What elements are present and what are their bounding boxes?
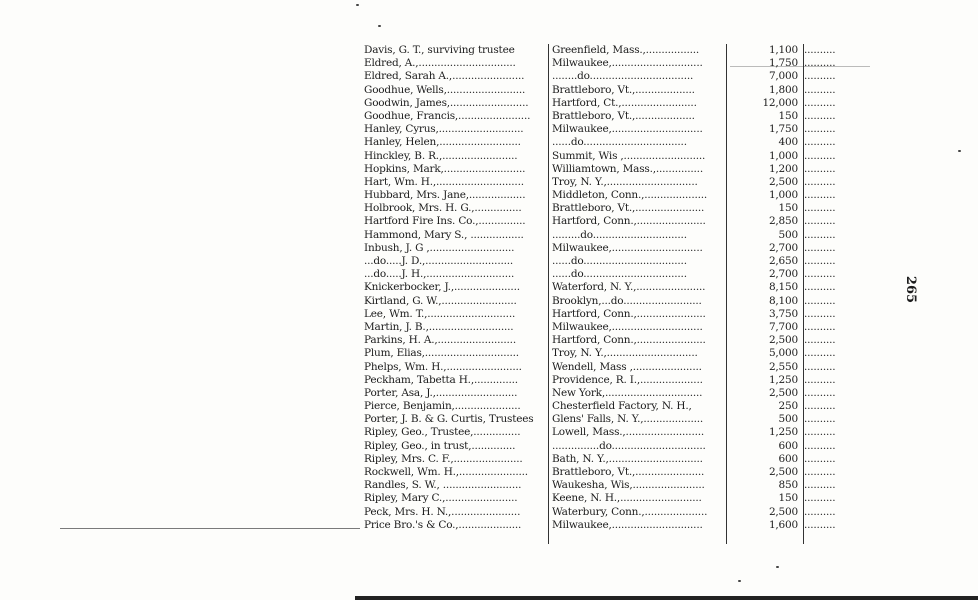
entry-place: ......do................................. xyxy=(552,136,687,149)
entry-amount: 1,000 xyxy=(768,189,798,202)
entry-amount: 150 xyxy=(778,492,798,505)
entry-amount: 1,250 xyxy=(768,373,798,386)
entry-amount: 5,000 xyxy=(768,347,798,360)
scan-artifact-line xyxy=(60,528,360,529)
entry-amount: 1,800 xyxy=(768,83,798,96)
entry-amount: 500 xyxy=(778,228,798,241)
dot-leader: .......... xyxy=(804,109,836,122)
dot-leader: .......... xyxy=(804,83,836,96)
entry-place: Hartford, Conn.,...................... xyxy=(552,334,706,347)
entry-place: Milwaukee,............................. xyxy=(552,518,703,531)
dot-leader: .......... xyxy=(804,334,836,347)
entry-amount: 2,500 xyxy=(768,334,798,347)
entry-place: Lowell, Mass.,......................... xyxy=(552,426,704,439)
ledger-row xyxy=(364,110,876,123)
ledger-row xyxy=(364,295,876,308)
ledger-row xyxy=(364,84,876,97)
ledger-row xyxy=(364,334,876,347)
dot-leader: .......... xyxy=(804,96,836,109)
dot-leader: .......... xyxy=(804,426,836,439)
entry-place: Hartford, Ct.,........................ xyxy=(552,96,697,109)
entry-place: Brattleboro, Vt.,................... xyxy=(552,109,695,122)
dot-leader: .......... xyxy=(804,123,836,136)
entry-place: .........do.............................. xyxy=(552,228,687,241)
entry-place: Milwaukee,............................. xyxy=(552,57,703,70)
entry-name: Hartford Fire Ins. Co.,............... xyxy=(364,215,526,228)
ink-speck xyxy=(958,150,961,152)
entry-name: Parkins, H. A.,......................... xyxy=(364,334,516,347)
entry-amount: 1,750 xyxy=(768,57,798,70)
entry-name: Porter, Asa, J.,.......................... xyxy=(364,386,518,399)
entry-amount: 2,500 xyxy=(768,386,798,399)
entry-name: Hopkins, Mark,.......................... xyxy=(364,162,526,175)
ledger-row xyxy=(364,466,876,479)
entry-amount: 8,100 xyxy=(768,294,798,307)
entry-amount: 1,100 xyxy=(768,44,798,56)
entry-name: Hammond, Mary S., ................. xyxy=(364,228,524,241)
ledger-row xyxy=(364,492,876,505)
ledger-row xyxy=(364,413,876,426)
ledger-row xyxy=(364,519,876,532)
entry-name: ...do.....J. D.,............................ xyxy=(364,255,514,267)
ledger-row xyxy=(364,57,876,70)
entry-place: Troy, N. Y.,............................. xyxy=(552,175,698,188)
ledger-row xyxy=(364,506,876,519)
page-number: 265 xyxy=(903,275,919,304)
entry-name: Ripley, Mary C.,....................... xyxy=(364,492,518,505)
entry-name: ...do.....J. H.,............................ xyxy=(364,268,515,281)
dot-leader: .......... xyxy=(804,70,836,83)
entry-name: Goodhue, Wells,......................... xyxy=(364,83,526,96)
entry-amount: 150 xyxy=(778,202,798,215)
dot-leader: .......... xyxy=(804,202,836,215)
entry-place: ...............do.............................. xyxy=(552,439,706,452)
ledger-row xyxy=(364,255,876,268)
entry-name: Hart, Wm. H.,............................ xyxy=(364,175,524,188)
ledger-row xyxy=(364,136,876,149)
entry-amount: 250 xyxy=(778,400,798,413)
dot-leader: .......... xyxy=(804,215,836,228)
entry-place: Chesterfield Factory, N. H., xyxy=(552,400,692,413)
dot-leader: .......... xyxy=(804,149,836,162)
dot-leader: .......... xyxy=(804,162,836,175)
entry-name: Goodhue, Francis,....................... xyxy=(364,109,531,122)
entry-name: Holbrook, Mrs. H. G.,............... xyxy=(364,202,522,215)
entry-name: Plum, Elias,.............................. xyxy=(364,347,519,360)
ink-speck xyxy=(738,580,741,582)
entry-place: Waterford, N. Y.,...................... xyxy=(552,281,706,294)
entry-amount: 1,750 xyxy=(768,123,798,136)
ledger-row xyxy=(364,308,876,321)
entry-amount: 2,650 xyxy=(768,255,798,267)
ledger-row xyxy=(364,123,876,136)
entry-name: Inbush, J. G ,........................... xyxy=(364,241,515,254)
entry-name: Porter, J. B. & G. Curtis, Trustees xyxy=(364,413,534,426)
dot-leader: .......... xyxy=(804,373,836,386)
entry-name: Goodwin, James,......................... xyxy=(364,96,529,109)
entry-amount: 2,500 xyxy=(768,505,798,518)
entry-amount: 400 xyxy=(778,136,798,149)
entry-name: Randles, S. W., ......................... xyxy=(364,479,522,492)
entry-amount: 850 xyxy=(778,479,798,492)
ledger-row xyxy=(364,44,876,57)
entry-place: Greenfield, Mass.,................. xyxy=(552,44,700,56)
dot-leader: .......... xyxy=(804,360,836,373)
entry-place: Summit, Wis ,.......................... xyxy=(552,149,706,162)
entry-name: Eldred, A.,............................... xyxy=(364,57,516,70)
entry-name: Knickerbocker, J.,..................... xyxy=(364,281,520,294)
entry-place: Hartford, Conn.,...................... xyxy=(552,215,706,228)
entry-place: Brooklyn,...do......................... xyxy=(552,294,702,307)
dot-leader: .......... xyxy=(804,294,836,307)
entry-amount: 2,500 xyxy=(768,175,798,188)
dot-leader: .......... xyxy=(804,439,836,452)
dot-leader: .......... xyxy=(804,189,836,202)
entry-amount: 2,500 xyxy=(768,466,798,478)
entry-name: Phelps, Wm. H.,........................ xyxy=(364,360,522,373)
entry-place: ......do................................. xyxy=(552,268,687,281)
entry-name: Ripley, Geo., Trustee,............... xyxy=(364,426,521,439)
entry-amount: 7,000 xyxy=(768,70,798,83)
entry-amount: 3,750 xyxy=(768,307,798,320)
ledger-row xyxy=(364,150,876,163)
entry-place: Waukesha, Wis,....................... xyxy=(552,479,705,492)
dot-leader: .......... xyxy=(804,479,836,492)
entry-amount: 600 xyxy=(778,452,798,465)
entry-name: Kirtland, G. W.,........................ xyxy=(364,294,517,307)
entry-place: Keene, N. H.,.......................... xyxy=(552,492,702,505)
entry-name: Eldred, Sarah A.,....................... xyxy=(364,70,525,83)
dot-leader: .......... xyxy=(804,57,836,70)
dot-leader: .......... xyxy=(804,505,836,518)
entry-name: Hinckley, B. R.,........................ xyxy=(364,149,518,162)
dot-leader: .......... xyxy=(804,44,836,56)
entry-amount: 500 xyxy=(778,413,798,426)
dot-leader: .......... xyxy=(804,268,836,281)
ledger-row xyxy=(364,374,876,387)
ledger-row xyxy=(364,281,876,294)
ledger-row xyxy=(364,440,876,453)
ink-speck xyxy=(776,566,779,568)
dot-leader: .......... xyxy=(804,347,836,360)
entry-place: ........do................................. xyxy=(552,70,694,83)
entry-place: New York,............................... xyxy=(552,386,703,399)
ledger-row xyxy=(364,361,876,374)
entry-place: Williamtown, Mass.,............... xyxy=(552,162,703,175)
entry-place: Providence, R. I.,.................... xyxy=(552,373,703,386)
entry-place: Troy, N. Y.,............................. xyxy=(552,347,698,360)
dot-leader: .......... xyxy=(804,466,836,478)
entry-amount: 1,000 xyxy=(768,149,798,162)
entry-amount: 2,700 xyxy=(768,241,798,254)
ledger-row xyxy=(364,453,876,466)
ledger-row xyxy=(364,242,876,255)
dot-leader: .......... xyxy=(804,320,836,333)
entry-amount: 1,600 xyxy=(768,518,798,531)
entry-name: Hubbard, Mrs. Jane,.................. xyxy=(364,189,526,202)
page-bottom-edge xyxy=(355,596,978,600)
ledger-row xyxy=(364,387,876,400)
entry-name: Price Bro.'s & Co.,.................... xyxy=(364,518,522,531)
ledger-row xyxy=(364,176,876,189)
entry-place: ......do................................. xyxy=(552,255,687,267)
entry-place: Milwaukee,............................. xyxy=(552,320,703,333)
ledger-row xyxy=(364,229,876,242)
entry-amount: 7,700 xyxy=(768,320,798,333)
entry-name: Martin, J. B.,........................... xyxy=(364,320,514,333)
ledger-row xyxy=(364,347,876,360)
ledger-row xyxy=(364,479,876,492)
entry-place: Bath, N. Y.,.............................. xyxy=(552,452,703,465)
dot-leader: .......... xyxy=(804,281,836,294)
dot-leader: .......... xyxy=(804,255,836,267)
ledger-row xyxy=(364,189,876,202)
dot-leader: .......... xyxy=(804,452,836,465)
ledger-row xyxy=(364,202,876,215)
entry-amount: 1,200 xyxy=(768,162,798,175)
dot-leader: .......... xyxy=(804,175,836,188)
ledger-table xyxy=(364,44,876,532)
entry-place: Brattleboro, Vt.,...................... xyxy=(552,466,705,478)
entry-name: Davis, G. T., surviving trustee xyxy=(364,44,515,56)
entry-name: Peckham, Tabetta H.,.............. xyxy=(364,373,518,386)
entry-amount: 12,000 xyxy=(762,96,798,109)
entry-amount: 8,150 xyxy=(768,281,798,294)
ledger-row xyxy=(364,70,876,83)
entry-place: Glens' Falls, N. Y.,................... xyxy=(552,413,704,426)
entry-amount: 1,250 xyxy=(768,426,798,439)
entry-name: Hanley, Cyrus,........................... xyxy=(364,123,524,136)
entry-amount: 2,550 xyxy=(768,360,798,373)
entry-name: Ripley, Geo., in trust,.............. xyxy=(364,439,516,452)
entry-name: Ripley, Mrs. C. F.,...................... xyxy=(364,452,523,465)
ink-speck xyxy=(378,25,381,27)
entry-name: Rockwell, Wm. H.,...................... xyxy=(364,466,528,478)
dot-leader: .......... xyxy=(804,307,836,320)
dot-leader: .......... xyxy=(804,386,836,399)
ledger-row xyxy=(364,97,876,110)
entry-place: Brattleboro, Vt.,...................... xyxy=(552,202,705,215)
dot-leader: .......... xyxy=(804,518,836,531)
ledger-row xyxy=(364,400,876,413)
entry-place: Brattleboro, Vt.,................... xyxy=(552,83,695,96)
ledger-row xyxy=(364,163,876,176)
entry-place: Milwaukee,............................. xyxy=(552,241,703,254)
dot-leader: .......... xyxy=(804,400,836,413)
entry-amount: 2,850 xyxy=(768,215,798,228)
dot-leader: .......... xyxy=(804,413,836,426)
ink-speck xyxy=(356,4,359,6)
ledger-row xyxy=(364,426,876,439)
entry-amount: 2,700 xyxy=(768,268,798,281)
ledger-row xyxy=(364,268,876,281)
dot-leader: .......... xyxy=(804,492,836,505)
entry-amount: 150 xyxy=(778,109,798,122)
entry-name: Lee, Wm. T.,............................ xyxy=(364,307,516,320)
dot-leader: .......... xyxy=(804,136,836,149)
ledger-row xyxy=(364,215,876,228)
entry-place: Hartford, Conn.,...................... xyxy=(552,307,706,320)
ledger-row xyxy=(364,321,876,334)
entry-name: Hanley, Helen,.......................... xyxy=(364,136,521,149)
entry-place: Milwaukee,............................. xyxy=(552,123,703,136)
dot-leader: .......... xyxy=(804,241,836,254)
entry-place: Wendell, Mass ,...................... xyxy=(552,360,702,373)
dot-leader: .......... xyxy=(804,228,836,241)
entry-amount: 600 xyxy=(778,439,798,452)
entry-place: Waterbury, Conn.,.................... xyxy=(552,505,708,518)
entry-place: Middleton, Conn.,.................... xyxy=(552,189,708,202)
entry-name: Peck, Mrs. H. N.,...................... xyxy=(364,505,521,518)
entry-name: Pierce, Benjamin,..................... xyxy=(364,400,521,413)
